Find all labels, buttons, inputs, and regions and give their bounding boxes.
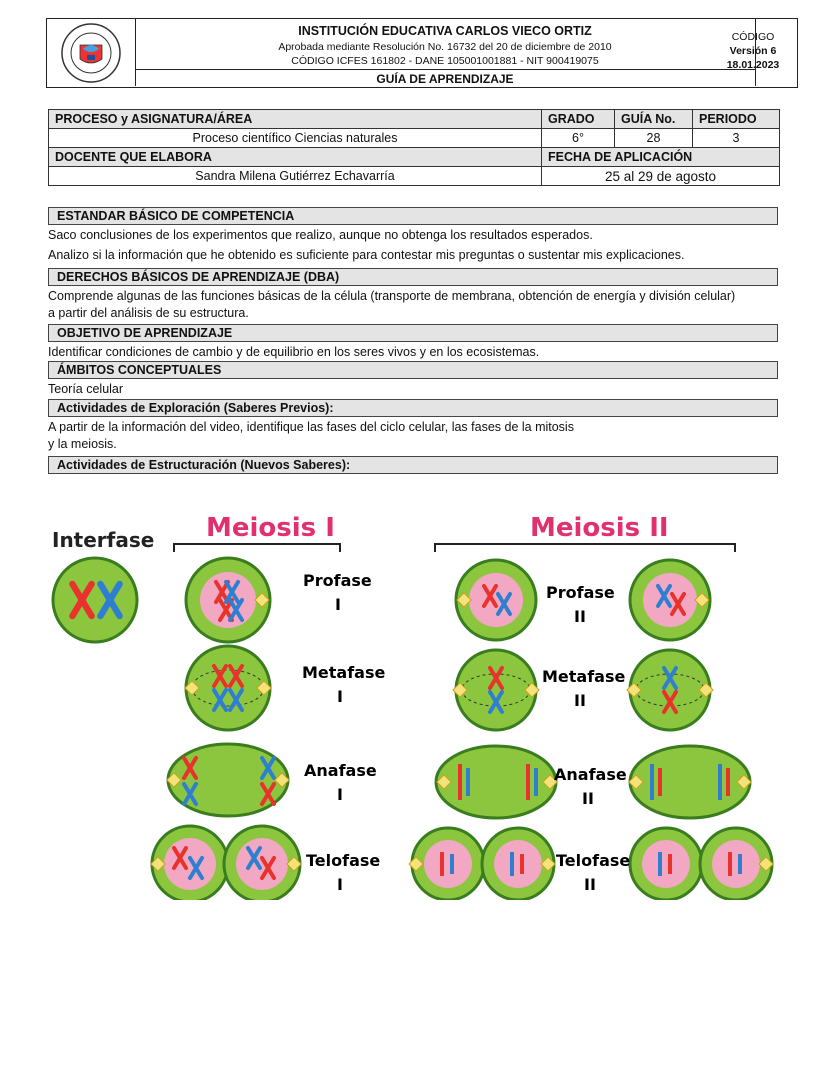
scope-text: Teoría celular [48, 382, 124, 396]
teacher-value: Sandra Milena Gutiérrez Echavarría [49, 167, 542, 186]
metaphase-2-roman: II [574, 691, 586, 710]
standard-line-1: Saco conclusiones de los experimentos que realizo, aunque no obtenga los resultados esperados. [48, 228, 593, 242]
institution-codes: CÓDIGO ICFES 161802 - DANE 105001001881 - NIT 900419075 [291, 55, 599, 67]
exploration-heading: Actividades de Exploración (Saberes Previos): [48, 399, 778, 417]
date-value: 25 al 29 de agosto [542, 167, 780, 186]
period-label: PERIODO [693, 110, 780, 129]
anaphase-2-label: Anafase [554, 765, 627, 784]
metaphase-2-cells [453, 650, 713, 730]
prophase-1-cell [186, 558, 270, 642]
document-header [46, 18, 798, 88]
prophase-2-label: Profase [546, 583, 615, 602]
anaphase-2-roman: II [582, 789, 594, 808]
meiosis-2-bracket [435, 544, 735, 552]
telophase-2-label: Telofase [556, 851, 631, 870]
telophase-1-label: Telofase [306, 851, 381, 870]
teacher-label: DOCENTE QUE ELABORA [49, 148, 542, 167]
guide-value: 28 [615, 129, 693, 148]
dba-line-1: Comprende algunas de las funciones básicas de la célula (transporte de membrana, obtención de energía y división celular) [48, 289, 736, 303]
meiosis-diagram [40, 500, 780, 900]
telophase-1-cells [151, 826, 301, 900]
anaphase-1-label: Anafase [304, 761, 377, 780]
period-value: 3 [693, 129, 780, 148]
institution-name: INSTITUCIÓN EDUCATIVA CARLOS VIECO ORTIZ [298, 24, 592, 38]
date-label: FECHA DE APLICACIÓN [542, 148, 780, 167]
process-value: Proceso científico Ciencias naturales [49, 129, 542, 148]
metaphase-1-roman: I [337, 687, 343, 706]
guide-label: GUÍA No. [615, 110, 693, 129]
grade-label: GRADO [542, 110, 615, 129]
scope-heading: ÁMBITOS CONCEPTUALES [48, 361, 778, 379]
objective-text: Identificar condiciones de cambio y de equilibrio en los seres vivos y en los ecosistemas. [48, 345, 540, 359]
prophase-2-roman: II [574, 607, 586, 626]
structuring-heading: Actividades de Estructuración (Nuevos Saberes): [48, 456, 778, 474]
exploration-line-2: y la meiosis. [48, 437, 117, 451]
meiosis-1-bracket [174, 544, 340, 552]
interphase-cell [53, 558, 137, 642]
prophase-1-label: Profase [303, 571, 372, 590]
interphase-label: Interfase [52, 528, 155, 552]
school-logo [47, 19, 136, 86]
prophase-1-roman: I [335, 595, 341, 614]
meiosis-1-title: Meiosis I [206, 513, 335, 543]
dba-line-2: a partir del análisis de su estructura. [48, 306, 249, 320]
standard-line-2: Analizo si la información que he obtenido es suficiente para contestar mis preguntas o sustentar mis explicaciones. [48, 248, 685, 262]
header-titles [135, 19, 756, 86]
exploration-line-1: A partir de la información del video, identifique las fases del ciclo celular, las fases de la mitosis [48, 420, 574, 434]
document-code-box [708, 18, 798, 88]
code-label: CÓDIGO [731, 31, 775, 43]
metaphase-2-label: Metafase [542, 667, 626, 686]
telophase-1-roman: I [337, 875, 343, 894]
telophase-2-roman: II [584, 875, 596, 894]
anaphase-1-cell [167, 744, 289, 816]
resolution-text: Aprobada mediante Resolución No. 16732 del 20 de diciembre de 2010 [278, 41, 612, 53]
meiosis-2-title: Meiosis II [530, 513, 669, 543]
objective-heading: OBJETIVO DE APRENDIZAJE [48, 324, 778, 342]
anaphase-1-roman: I [337, 785, 343, 804]
standard-heading: ESTANDAR BÁSICO DE COMPETENCIA [48, 207, 778, 225]
document-type: GUÍA DE APRENDIZAJE [135, 69, 755, 86]
version-date: 18.01.2023 [726, 59, 780, 71]
version-text: Versión 6 [729, 45, 777, 57]
guide-info-table [48, 109, 780, 186]
grade-value: 6° [542, 129, 615, 148]
dba-heading: DERECHOS BÁSICOS DE APRENDIZAJE (DBA) [48, 268, 778, 286]
metaphase-1-label: Metafase [302, 663, 386, 682]
process-label: PROCESO y ASIGNATURA/ÁREA [49, 110, 542, 129]
metaphase-1-cell [185, 646, 271, 730]
